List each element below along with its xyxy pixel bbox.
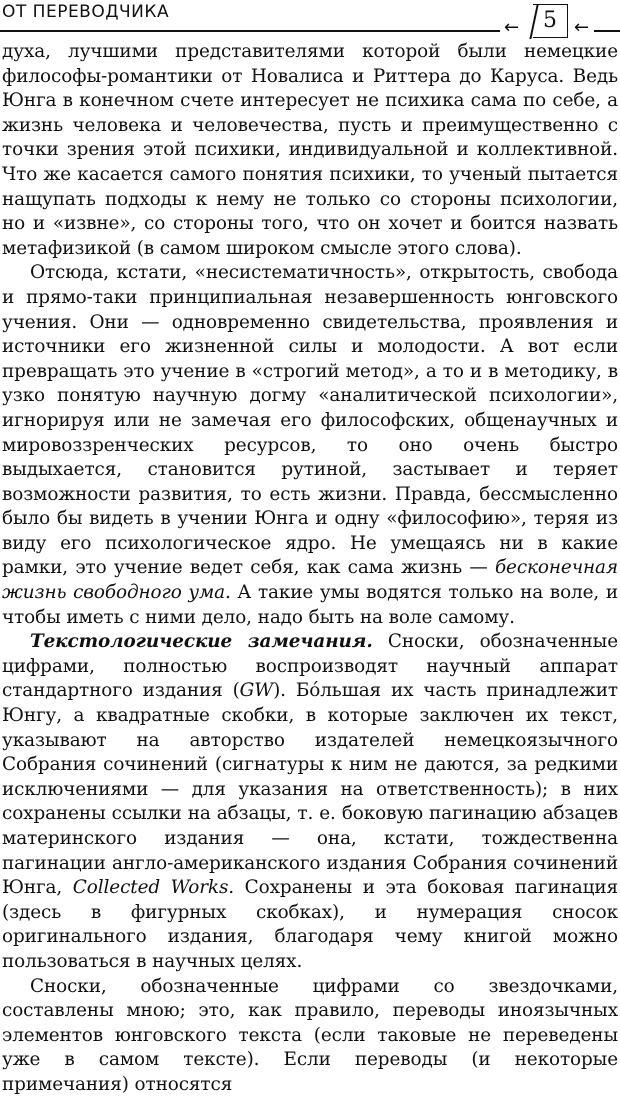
page-number: 5 <box>533 4 568 38</box>
header-rule-left <box>0 30 500 32</box>
paragraph-3 <box>2 630 618 974</box>
paragraph-2-italic: бесконечная жизнь свободного ума. <box>2 557 618 604</box>
arrow-right-icon: ← <box>574 17 590 38</box>
gw-abbrev: GW <box>239 680 274 702</box>
paragraph-4: Сноски, обозначенные цифрами со звездочками, составлены мною; это, как правило, переводы иноязычных элементов юнговского текста (если таковые не переведены уже в самом тексте). Если переводы (и некоторые примечания) относятся <box>2 975 618 1095</box>
collected-works-title: Collected Works. <box>72 877 235 899</box>
paragraph-3-text-c: Сохранены и эта боковая пагинация (здесь в фигурных скобках), и нумерация сносок оригинального издания, благодаря чему книгой можно пользоваться в научных целях. <box>2 877 618 972</box>
paragraph-2-text-b: А такие умы водятся только на воле, и чтобы иметь с ними дело, надо быть на воле самому. <box>2 582 619 628</box>
paragraph-3-text-b: ). Бóльшая их часть принадлежит Юнгу, а квадратные скобки, в которые заключен их текст, указывают на авторство издателей немецкоязычного Собрания сочинений (сигнатуры к ним не даются, за редкими исключениями — для указания на ответственность); в них сохранены ссылки на абзацы, т. е. боковую пагинацию абзацев материнского издания — она, кстати, тождественна пагинации англо-американского издания Собрания сочинений Юнга, <box>2 680 618 899</box>
body-text <box>2 40 618 1098</box>
paragraph-3-text-a: Сноски, обозначенные цифрами, полностью воспроизводят научный аппарат стандартного издания ( <box>2 631 618 702</box>
paragraph-2-text-a: Отсюда, кстати, «несистематичность», открытость, свобода и прямо-таки принципиальная незавершенность юнговского учения. Они — одновременно свидетельства, проявления и источники его жизненной силы и молодости. А вот если превращать это учение в «строгий метод», а то и в методику, в узко понятую научную догму «аналитической психологии», игнорируя или не замечая его философских, общенаучных и мировоззренческих ресурсов, то оно очень быстро выдыхается, становится рутиной, застывает и теряет возможности развития, то есть жизни. Правда, бессмысленно было бы видеть в учении Юнга и одну «философию», теряя из виду его психологическое ядро. Не умещаясь ни в какие рамки, это учение ведет себя, как сама жизнь — <box>2 262 618 579</box>
section-heading: Текстологические замечания. <box>30 631 373 653</box>
paragraph-1: духа, лучшими представителями которой были немецкие философы-романтики от Новалиса и Риттера до Каруса. Ведь Юнга в конечном счете интересует не психика сама по себе, а жизнь человека и человечества, пусть и преимущественно с точки зрения этой психики, индивидуальной и коллективной. Что же касается самого понятия психики, то ученый пытается нащупать подходы к нему не только со стороны психологии, но и «извне», со стороны того, что он хочет и боится назвать метафизикой (в самом широком смысле этого слова). <box>2 41 618 259</box>
running-head: ОТ ПЕРЕВОДЧИКА <box>2 2 170 22</box>
page-header <box>0 0 620 42</box>
arrow-left-icon: ← <box>504 17 520 38</box>
header-rule-right <box>594 30 620 32</box>
paragraph-2 <box>2 261 618 630</box>
